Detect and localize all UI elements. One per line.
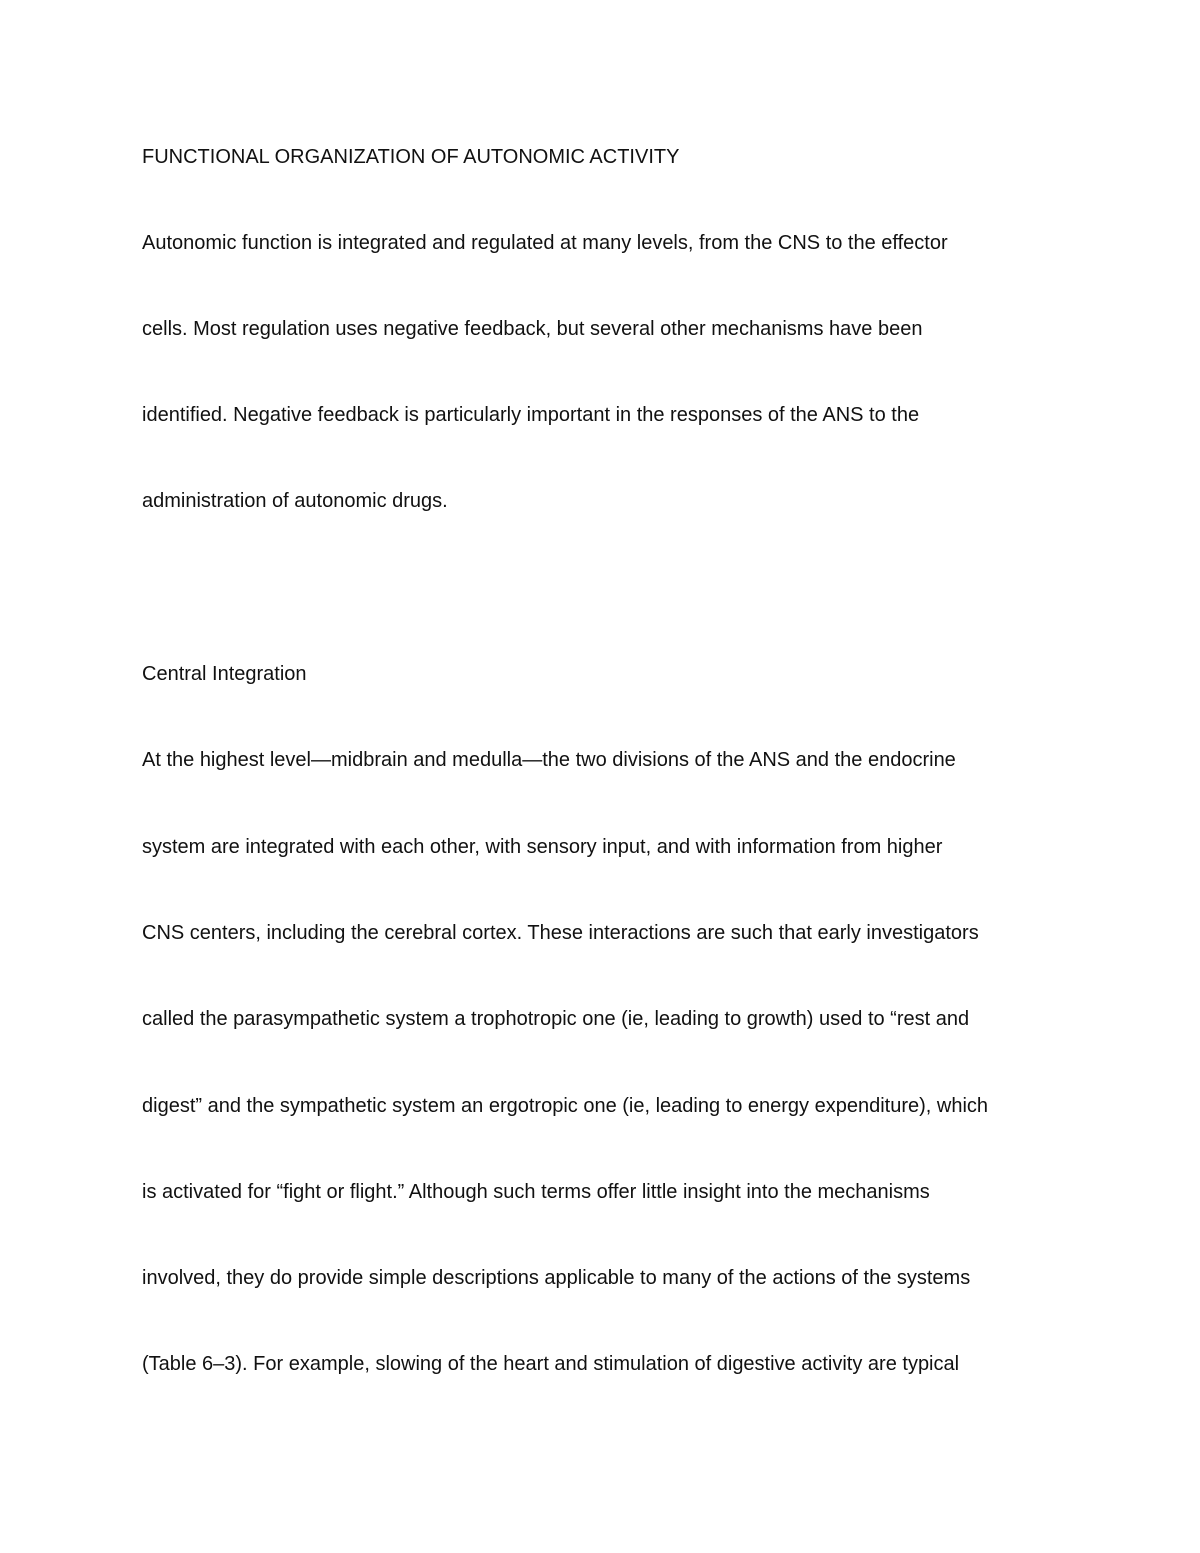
section-line: digest” and the sympathetic system an ergotropic one (ie, leading to energy expenditure), which — [142, 1095, 989, 1117]
section-line: (Table 6–3). For example, slowing of the heart and stimulation of digestive activity are typical — [142, 1353, 960, 1375]
document-heading: FUNCTIONAL ORGANIZATION OF AUTONOMIC ACTIVITY — [142, 146, 680, 168]
intro-line: cells. Most regulation uses negative feedback, but several other mechanisms have been — [142, 318, 923, 340]
section-line: involved, they do provide simple descriptions applicable to many of the actions of the systems — [142, 1267, 971, 1289]
intro-line: identified. Negative feedback is particularly important in the responses of the ANS to the — [142, 404, 920, 426]
intro-line: administration of autonomic drugs. — [142, 490, 448, 512]
section-line: At the highest level—midbrain and medulla—the two divisions of the ANS and the endocrine — [142, 749, 956, 771]
section-line: CNS centers, including the cerebral cortex. These interactions are such that early investigators — [142, 922, 979, 944]
section-line: is activated for “fight or flight.” Although such terms offer little insight into the mechanisms — [142, 1181, 930, 1203]
section-heading: Central Integration — [142, 663, 307, 685]
section-line: called the parasympathetic system a trophotropic one (ie, leading to growth) used to “rest and — [142, 1008, 970, 1030]
section-line: system are integrated with each other, with sensory input, and with information from higher — [142, 836, 943, 858]
intro-line: Autonomic function is integrated and regulated at many levels, from the CNS to the effector — [142, 232, 948, 254]
